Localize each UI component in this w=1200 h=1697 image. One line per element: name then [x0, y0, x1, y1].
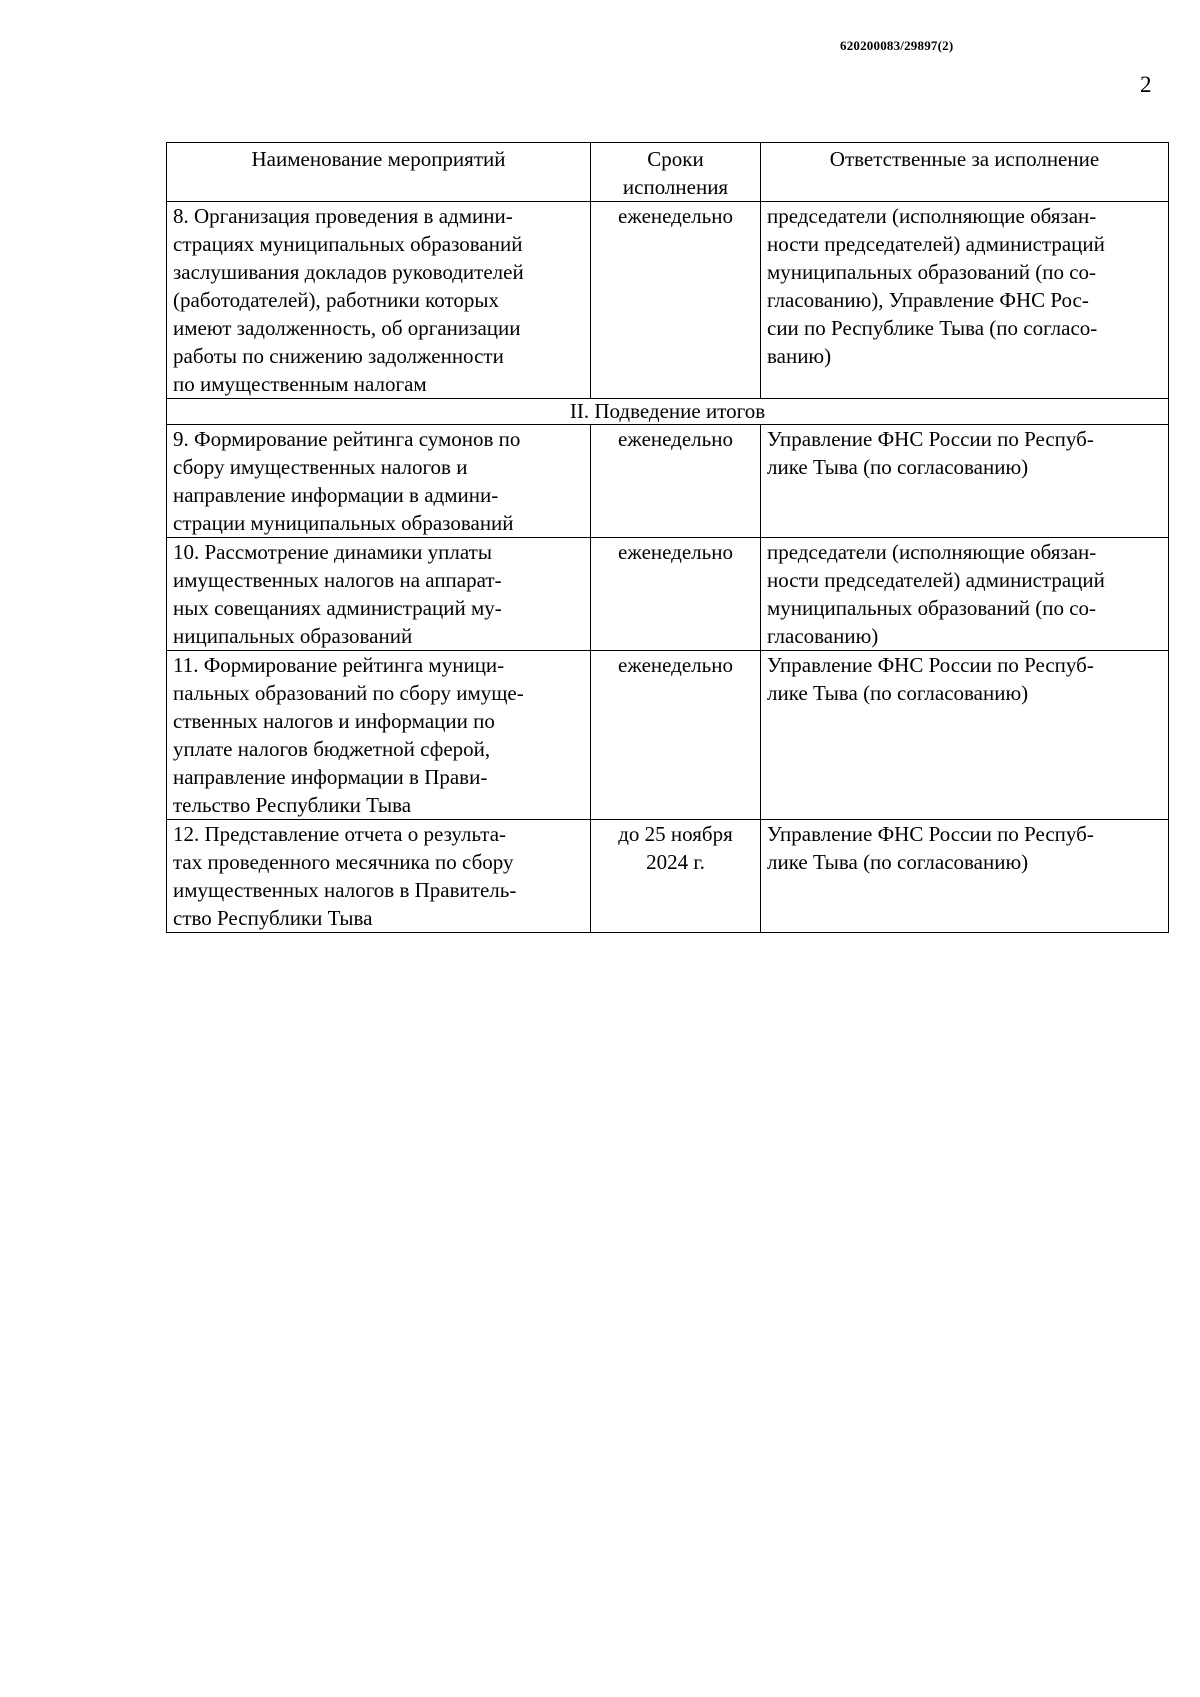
- event-term-cell: еженедельно: [591, 202, 761, 399]
- table-header-row: [167, 143, 1169, 202]
- column-header-events: Наименование мероприятий: [167, 143, 591, 202]
- document-code: 620200083/29897(2): [840, 38, 954, 53]
- page-number: 2: [1140, 72, 1152, 97]
- table-row: [167, 538, 1169, 651]
- event-responsible-cell: Управление ФНС России по Респуб- лике Тыва (по согласованию): [761, 425, 1169, 538]
- table-row: [167, 202, 1169, 399]
- event-responsible-cell: Управление ФНС России по Респуб- лике Тыва (по согласованию): [761, 651, 1169, 820]
- column-header-terms: Сроки исполнения: [591, 143, 761, 202]
- section-row: [167, 399, 1169, 425]
- event-name-cell: 11. Формирование рейтинга муници- пальных образований по сбору имуще- ственных налогов и информации по уплате налогов бюджетной сферой, направление информации в Прави- тельство Республики Тыва: [167, 651, 591, 820]
- section-title: II. Подведение итогов: [167, 399, 1169, 425]
- event-term-cell: еженедельно: [591, 651, 761, 820]
- event-name-cell: 9. Формирование рейтинга сумонов по сбору имущественных налогов и направление информации в админи- страции муниципальных образований: [167, 425, 591, 538]
- table-row: [167, 425, 1169, 538]
- event-name-cell: 10. Рассмотрение динамики уплаты имущественных налогов на аппарат- ных совещаниях администраций му- ниципальных образований: [167, 538, 591, 651]
- event-term-cell: еженедельно: [591, 425, 761, 538]
- events-table: [166, 142, 1169, 933]
- event-name-cell: 8. Организация проведения в админи- страциях муниципальных образований заслушивания докладов руководителей (работодателей), работники которых имеют задолженность, об организации работы по снижению задолженности по имущественным налогам: [167, 202, 591, 399]
- event-term-cell: до 25 ноября 2024 г.: [591, 820, 761, 933]
- event-term-cell: еженедельно: [591, 538, 761, 651]
- event-responsible-cell: председатели (исполняющие обязан- ности председателей) администраций муниципальных образований (по со- гласованию), Управление ФНС Рос- сии по Республике Тыва (по согласо- ванию): [761, 202, 1169, 399]
- table-row: [167, 820, 1169, 933]
- event-name-cell: 12. Представление отчета о результа- тах проведенного месячника по сбору имущественных налогов в Правитель- ство Республики Тыва: [167, 820, 591, 933]
- column-header-responsible: Ответственные за исполнение: [761, 143, 1169, 202]
- event-responsible-cell: председатели (исполняющие обязан- ности председателей) администраций муниципальных образований (по со- гласованию): [761, 538, 1169, 651]
- event-responsible-cell: Управление ФНС России по Респуб- лике Тыва (по согласованию): [761, 820, 1169, 933]
- table-row: [167, 651, 1169, 820]
